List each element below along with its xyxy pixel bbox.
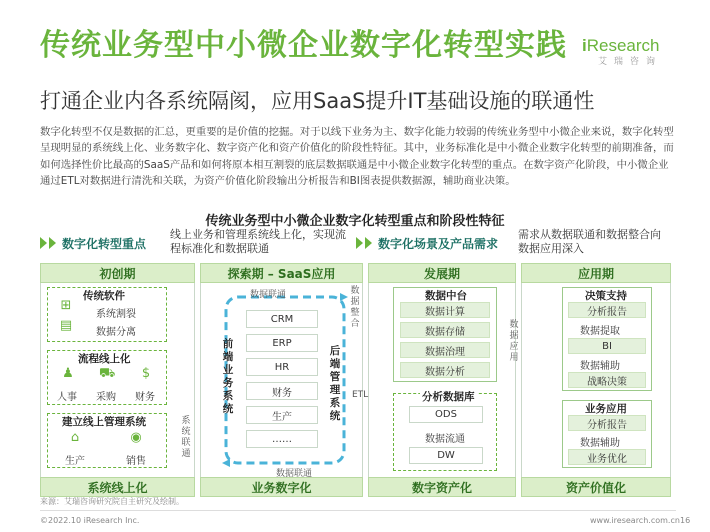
data-connect-bottom: 数据联通 — [276, 469, 313, 479]
business-item: 分析报告 — [568, 415, 646, 431]
stage-system-online: 系统线上化 — [40, 477, 195, 497]
phase-startup: 初创期 — [40, 263, 195, 283]
intro-paragraph: 数字化转型不仅是数据的汇总，更重要的是价值的挖掘。对于以线下业务为主、数字化能力较弱的传统业务型中小微企业来说，数字化转型呈现明显的系统线上化、业务数字化、数字资产化和资产价值化的阶段性特征。其中，业务标准化是中小微企业数字化转型的前期准备，而如何选择性价比最高的SaaS产品和如何将原本相互割裂的底层数据联通是中小微企业数字化转型的重点。在数字资产化阶段，中小微企业通过ETL对数据进行清洗和关联，为资产价值化阶段输出分析报告和BI图表提供数据源，辅助商业决策。 — [40, 126, 674, 188]
data-middle-platform-title: 数据中台 — [425, 290, 467, 302]
data-connect-top: 数据联通 — [250, 290, 287, 300]
logo-tagline: 艾瑞咨询 — [597, 57, 662, 67]
header-left-desc: 线上业务和管理系统线上化，实现流程标准化和数据联通 — [170, 228, 346, 255]
system-item: …… — [246, 430, 318, 448]
cart-icon: ⛟ — [99, 366, 116, 381]
analytic-item: 数据流通 — [425, 434, 465, 445]
management-item: 生产 — [65, 456, 85, 467]
phase-develop: 发展期 — [368, 263, 516, 283]
back-end-label: 后端管理系统 — [329, 345, 341, 422]
analytic-db-title: 分析数据库 — [422, 391, 475, 403]
process-item: 采购 — [96, 392, 116, 403]
decision-support-title: 决策支持 — [585, 290, 627, 302]
decision-item: 数据辅助 — [580, 361, 620, 372]
chart-title: 传统业务型中小微企业数字化转型重点和阶段性特征 — [205, 214, 505, 229]
analytic-item: DW — [409, 447, 483, 464]
system-item: CRM — [246, 310, 318, 328]
process-item: 财务 — [135, 392, 155, 403]
sale-icon: ◉ — [130, 430, 142, 445]
traditional-item: 数据分离 — [96, 327, 136, 338]
etl-label: ETL — [352, 390, 369, 400]
business-app-title: 业务应用 — [585, 403, 627, 415]
system-item: ERP — [246, 334, 318, 352]
system-item: 生产 — [246, 406, 318, 424]
iresearch-logo: iResearch 艾瑞咨询 — [582, 36, 678, 67]
document-icon: ▤ — [59, 318, 73, 333]
footer-divider — [40, 510, 676, 511]
source-note: 来源：艾瑞咨询研究院自主研究及绘制。 — [40, 497, 184, 506]
person-icon: ♟ — [62, 366, 74, 381]
copyright: ©2022.10 iResearch Inc. — [40, 516, 140, 525]
management-item: 销售 — [126, 456, 146, 467]
data-integrate-label: 数据整合 — [350, 286, 360, 329]
factory-icon: ⌂ — [70, 430, 80, 445]
business-item: 数据辅助 — [580, 438, 620, 449]
analytic-item: ODS — [409, 406, 483, 423]
system-item: HR — [246, 358, 318, 376]
website: www.iresearch.com.cn — [590, 516, 680, 525]
decision-item: 战略决策 — [568, 372, 646, 388]
stage-business-digital: 业务数字化 — [200, 477, 363, 497]
money-icon: $ — [141, 366, 151, 381]
data-middle-item: 数据计算 — [400, 302, 490, 318]
stage-asset-value: 资产价值化 — [521, 477, 671, 497]
data-middle-item: 数据存储 — [400, 322, 490, 338]
management-system-title: 建立线上管理系统 — [62, 416, 146, 428]
business-item: 业务优化 — [568, 449, 646, 465]
phase-explore: 探索期 – SaaS应用 — [200, 263, 363, 283]
header-left: 数字化转型重点 — [40, 232, 146, 254]
process-item: 人事 — [57, 392, 77, 403]
front-end-label: 前端业务系统 — [222, 338, 234, 415]
traditional-item: 系统割裂 — [96, 309, 136, 320]
data-apply-label: 数据应用 — [509, 320, 519, 363]
data-middle-item: 数据治理 — [400, 342, 490, 358]
system-connect-label: 系统联通 — [181, 416, 191, 459]
page-title: 传统业务型中小微企业数字化转型实践 — [40, 28, 567, 63]
windows-icon: ⊞ — [60, 298, 72, 313]
decision-item: BI — [568, 338, 646, 354]
phase-apply: 应用期 — [521, 263, 671, 283]
process-online-title: 流程线上化 — [78, 353, 131, 365]
header-right: 数字化场景及产品需求 — [356, 232, 498, 254]
page-number: 16 — [680, 516, 691, 525]
traditional-software-title: 传统软件 — [83, 290, 125, 302]
decision-item: 数据提取 — [580, 326, 620, 337]
data-middle-item: 数据分析 — [400, 362, 490, 378]
stage-data-asset: 数字资产化 — [368, 477, 516, 497]
page-subtitle: 打通企业内各系统隔阂，应用SaaS提升IT基础设施的联通性 — [40, 89, 595, 113]
decision-item: 分析报告 — [568, 302, 646, 318]
header-right-desc: 需求从数据联通和数据整合向数据应用深入 — [518, 228, 661, 255]
system-item: 财务 — [246, 382, 318, 400]
